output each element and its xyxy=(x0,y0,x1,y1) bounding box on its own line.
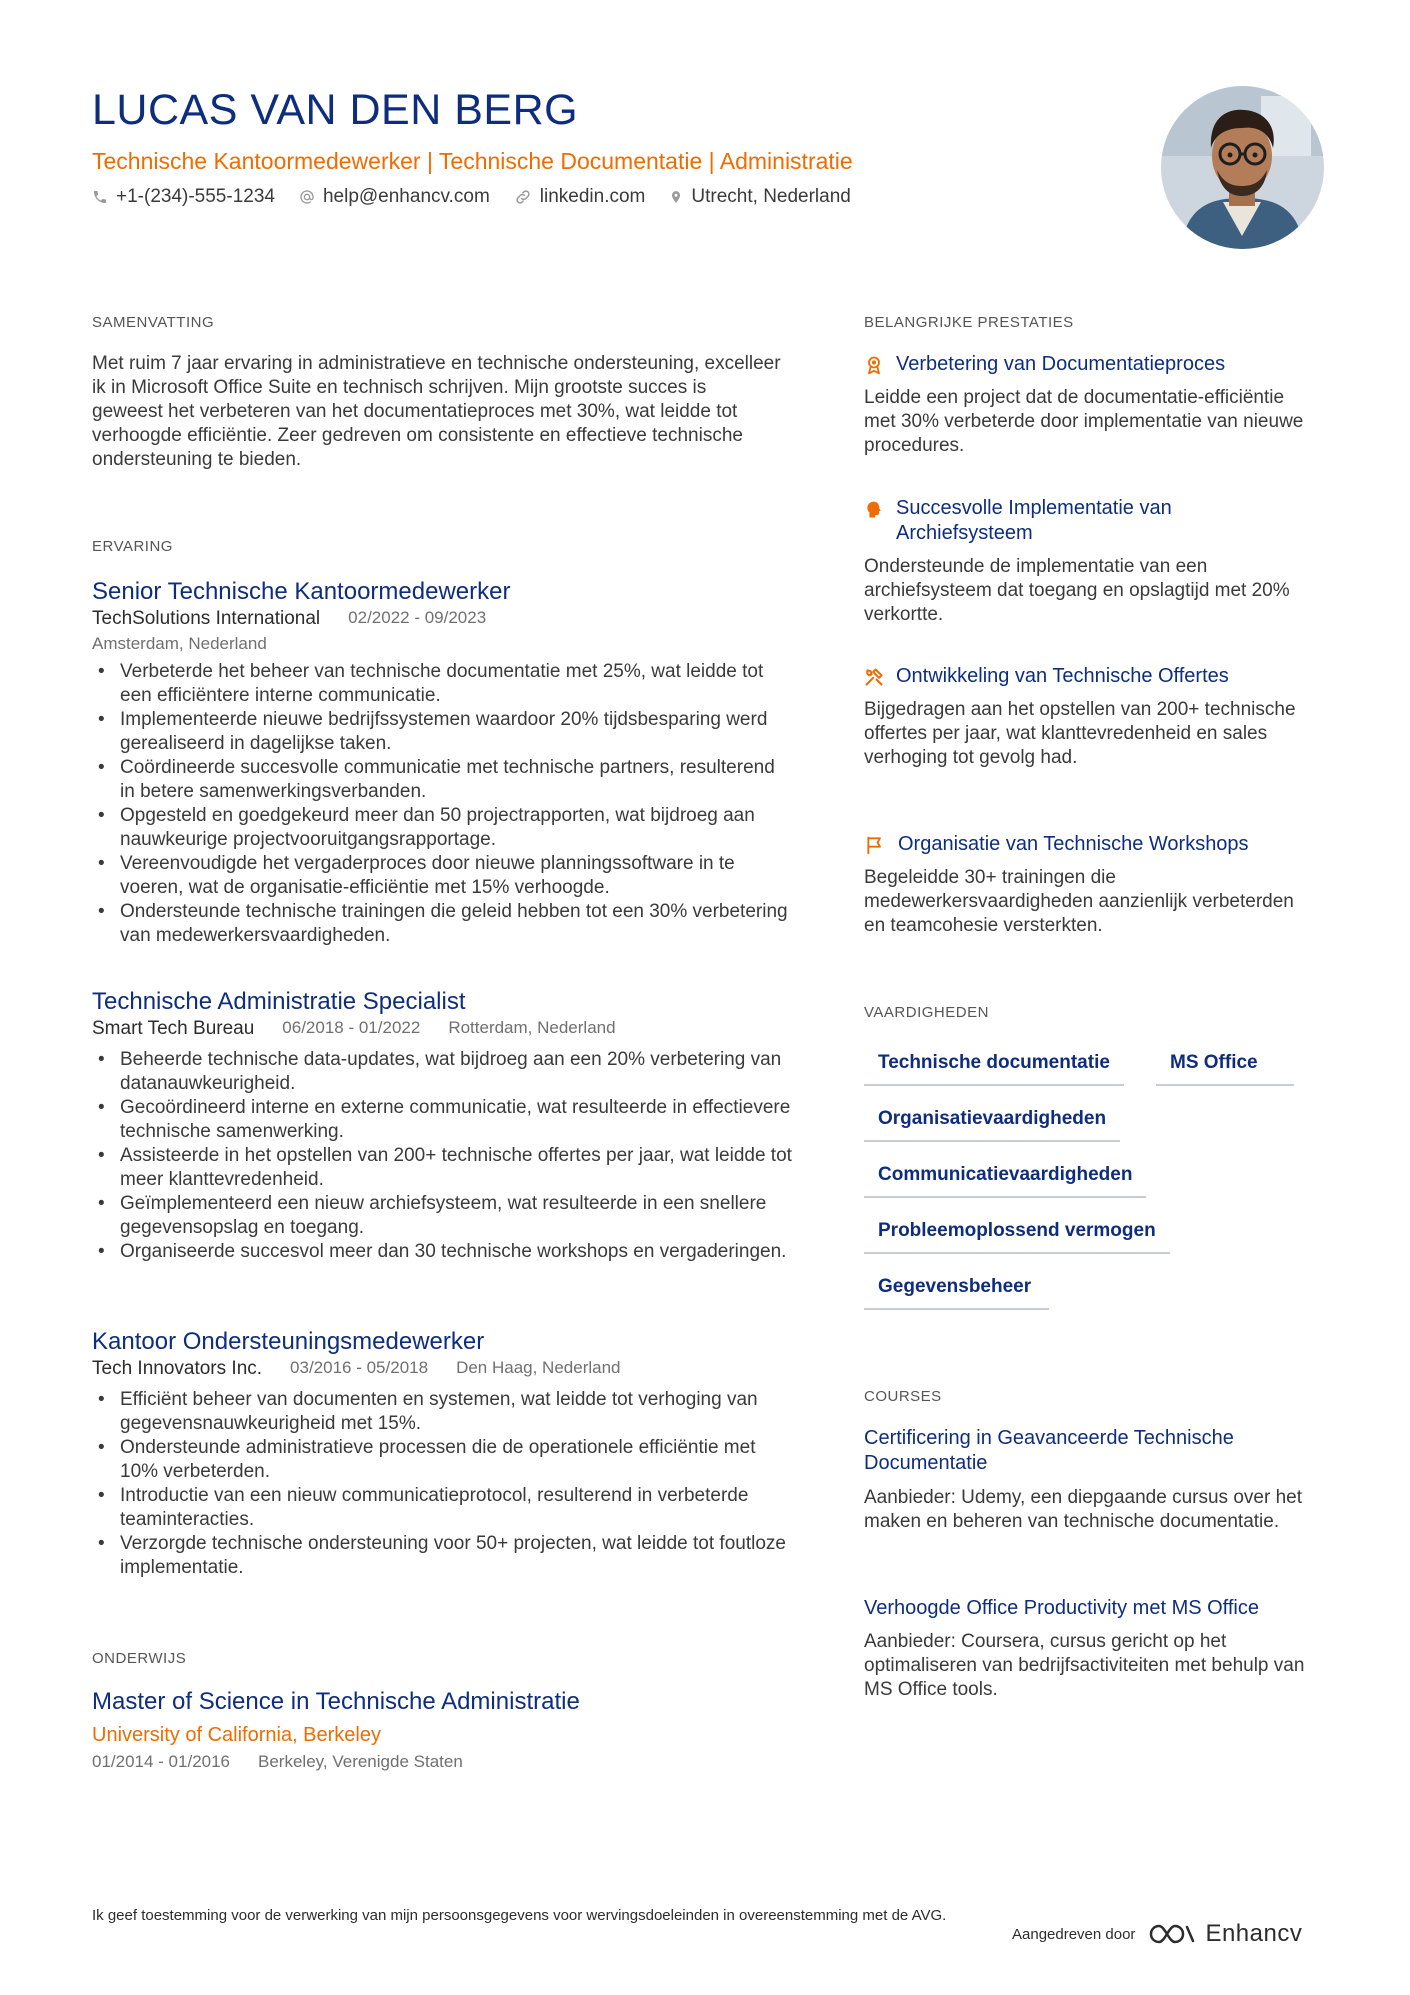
job-meta xyxy=(92,608,486,630)
phone-icon xyxy=(92,189,108,205)
job-dates: 06/2018 - 01/2022 xyxy=(282,1018,421,1037)
list-item: • Opgesteld en goedgekeurd meer dan 50 projectrapporten, wat bijdroeg aan nauwkeurige projectvooruitgangsrapportage. xyxy=(92,804,792,852)
achievement-desc: Bijgedragen aan het opstellen van 200+ technische offertes per jaar, wat klanttevredenheid en sales verhoging tot gevolg had. xyxy=(864,699,1296,768)
education-location: Berkeley, Verenigde Staten xyxy=(258,1752,463,1771)
location-text: Utrecht, Nederland xyxy=(691,186,851,207)
list-item: • Verbeterde het beheer van technische documentatie met 25%, wat leidde tot een efficiëntere interne communicatie. xyxy=(92,660,792,708)
job-title: Senior Technische Kantoormedewerker xyxy=(92,578,511,605)
at-icon xyxy=(299,189,315,205)
summary-section-title: SAMENVATTING xyxy=(92,314,215,331)
skills-section-title: VAARDIGHEDEN xyxy=(864,1004,989,1021)
achievement-title xyxy=(864,832,1304,857)
contact-location xyxy=(669,186,850,208)
job-location: Den Haag, Nederland xyxy=(456,1358,621,1377)
job-location: Amsterdam, Nederland xyxy=(92,634,267,653)
flag-icon xyxy=(864,835,886,855)
education-meta xyxy=(92,1752,463,1772)
job-location: Rotterdam, Nederland xyxy=(448,1018,616,1037)
job-bullets xyxy=(92,1048,792,1264)
achievement-desc: Ondersteunde de implementatie van een archiefsysteem dat toegang en opslagtijd met 20% verkortte. xyxy=(864,556,1290,625)
avatar xyxy=(1161,86,1324,249)
list-item: • Geïmplementeerd een nieuw archiefsysteem, wat resulteerde in een snellere gegevensopslag en toegang. xyxy=(92,1192,792,1240)
job-bullets xyxy=(92,1388,792,1580)
enhancv-logo-icon xyxy=(1147,1921,1197,1947)
job-meta xyxy=(92,1358,621,1380)
headline: Technische Kantoormedewerker | Technische Documentatie | Administratie xyxy=(92,148,853,174)
list-item: • Verzorgde technische ondersteuning voor 50+ projecten, wat leidde tot foutloze implementatie. xyxy=(92,1532,792,1580)
job-bullets xyxy=(92,660,792,948)
achievement-title xyxy=(864,352,1304,377)
list-item: • Ondersteunde administratieve processen die de operationele efficiëntie met 10% verbeterden. xyxy=(92,1436,792,1484)
skill-tag: Communicatievaardigheden xyxy=(864,1164,1146,1198)
award-icon xyxy=(864,355,884,375)
brain-icon xyxy=(864,499,884,521)
list-item: • Introductie van een nieuw communicatieprotocol, resulterend in verbeterde teaminteracties. xyxy=(92,1484,792,1532)
list-item: • Coördineerde succesvolle communicatie met technische partners, resulterend in betere samenwerkingsverbanden. xyxy=(92,756,792,804)
achievement-title xyxy=(864,664,1304,689)
list-item: • Beheerde technische data-updates, wat bijdroeg aan een 20% verbetering van datanauwkeurigheid. xyxy=(92,1048,792,1096)
achievements-section-title: BELANGRIJKE PRESTATIES xyxy=(864,314,1074,331)
degree-title: Master of Science in Technische Administratie xyxy=(92,1688,580,1715)
powered-by[interactable] xyxy=(1012,1920,1302,1948)
achievement-desc: Leidde een project dat de documentatie-efficiëntie met 30% verbeterde door implementatie van nieuwe procedures. xyxy=(864,387,1304,456)
job-meta xyxy=(92,1018,616,1040)
list-item: • Vereenvoudigde het vergaderproces door nieuwe planningssoftware in te voeren, wat de organisatie-efficiëntie met 15% verhoogde. xyxy=(92,852,792,900)
profile-photo xyxy=(1161,86,1324,249)
job-dates: 03/2016 - 05/2018 xyxy=(290,1358,429,1377)
contact-bar xyxy=(92,186,875,208)
skill-tag: MS Office xyxy=(1156,1052,1294,1086)
school-name: University of California, Berkeley xyxy=(92,1724,381,1746)
achievement-title-text: Ontwikkeling van Technische Offertes xyxy=(896,665,1229,687)
phone-text: +1-(234)-555-1234 xyxy=(116,186,275,207)
list-item: • Implementeerde nieuwe bedrijfssystemen waardoor 20% tijdsbesparing werd gerealiseerd in dagelijkse taken. xyxy=(92,708,792,756)
list-item: • Assisteerde in het opstellen van 200+ technische offertes per jaar, wat leidde tot meer klanttevredenheid. xyxy=(92,1144,792,1192)
course-desc: Aanbieder: Coursera, cursus gericht op het optimaliseren van bedrijfsactiviteiten met behulp van MS Office tools. xyxy=(864,1631,1305,1700)
contact-phone xyxy=(92,186,275,208)
achievement-title-text: Organisatie van Technische Workshops xyxy=(898,833,1249,855)
contact-linkedin[interactable] xyxy=(514,186,646,208)
summary-text: Met ruim 7 jaar ervaring in administratieve en technische ondersteuning, excelleer ik in Microsoft Office Suite en technisch schrijven. Mijn grootste succes is geweest het verbeteren van het documentatieproces met 30%, wat leidde tot verhoogde efficiëntie. Zeer gedreven om consistente en effectieve technische ondersteuning te bieden. xyxy=(92,353,781,470)
course-title: Verhoogde Office Productivity met MS Office xyxy=(864,1597,1259,1619)
candidate-name: LUCAS VAN DEN BERG xyxy=(92,86,579,134)
achievement-title-text: Succesvolle Implementatie van Archiefsysteem xyxy=(896,497,1172,544)
list-item: • Efficiënt beheer van documenten en systemen, wat leidde tot verhoging van gegevensnauwkeurigheid met 15%. xyxy=(92,1388,792,1436)
consent-note: Ik geef toestemming voor de verwerking van mijn persoonsgegevens voor wervingsdoeleinden in overeenstemming met de AVG. xyxy=(92,1907,947,1924)
course-desc: Aanbieder: Udemy, een diepgaande cursus over het maken en beheren van technische documentatie. xyxy=(864,1487,1302,1532)
achievement-desc: Begeleidde 30+ trainingen die medewerkersvaardigheden aanzienlijk verbeterden en teamcohesie versterkten. xyxy=(864,867,1294,936)
course-title: Certificering in Geavanceerde Technische Documentatie xyxy=(864,1427,1234,1474)
achievement-title-text: Verbetering van Documentatieproces xyxy=(896,353,1226,375)
skill-tag: Probleemoplossend vermogen xyxy=(864,1220,1170,1254)
link-icon xyxy=(514,188,532,206)
location-pin-icon xyxy=(669,188,683,206)
email-text[interactable]: help@enhancv.com xyxy=(322,186,490,207)
education-dates: 01/2014 - 01/2016 xyxy=(92,1752,231,1771)
job-company: Tech Innovators Inc. xyxy=(92,1358,263,1379)
job-title: Technische Administratie Specialist xyxy=(92,988,466,1015)
list-item: • Gecoördineerd interne en externe communicatie, wat resulteerde in effectievere technische samenwerking. xyxy=(92,1096,792,1144)
job-dates: 02/2022 - 09/2023 xyxy=(348,608,487,627)
courses-section-title: COURSES xyxy=(864,1388,942,1405)
brand-name: Enhancv xyxy=(1205,1920,1303,1947)
contact-email[interactable] xyxy=(299,186,490,208)
job-company: TechSolutions International xyxy=(92,608,321,629)
achievement-title xyxy=(864,496,1304,546)
experience-section-title: ERVARING xyxy=(92,538,173,555)
linkedin-text[interactable]: linkedin.com xyxy=(539,186,646,207)
list-item: • Organiseerde succesvol meer dan 30 technische workshops en vergaderingen. xyxy=(92,1240,792,1264)
job-company: Smart Tech Bureau xyxy=(92,1018,255,1039)
skill-tag: Gegevensbeheer xyxy=(864,1276,1049,1310)
skill-tag: Organisatievaardigheden xyxy=(864,1108,1120,1142)
powered-by-label: Aangedreven door xyxy=(1012,1925,1136,1943)
list-item: • Ondersteunde technische trainingen die geleid hebben tot een 30% verbetering van medewerkersvaardigheden. xyxy=(92,900,792,948)
education-section-title: ONDERWIJS xyxy=(92,1650,187,1667)
skill-tag: Technische documentatie xyxy=(864,1052,1124,1086)
tools-icon xyxy=(864,667,884,687)
job-title: Kantoor Ondersteuningsmedewerker xyxy=(92,1328,485,1355)
